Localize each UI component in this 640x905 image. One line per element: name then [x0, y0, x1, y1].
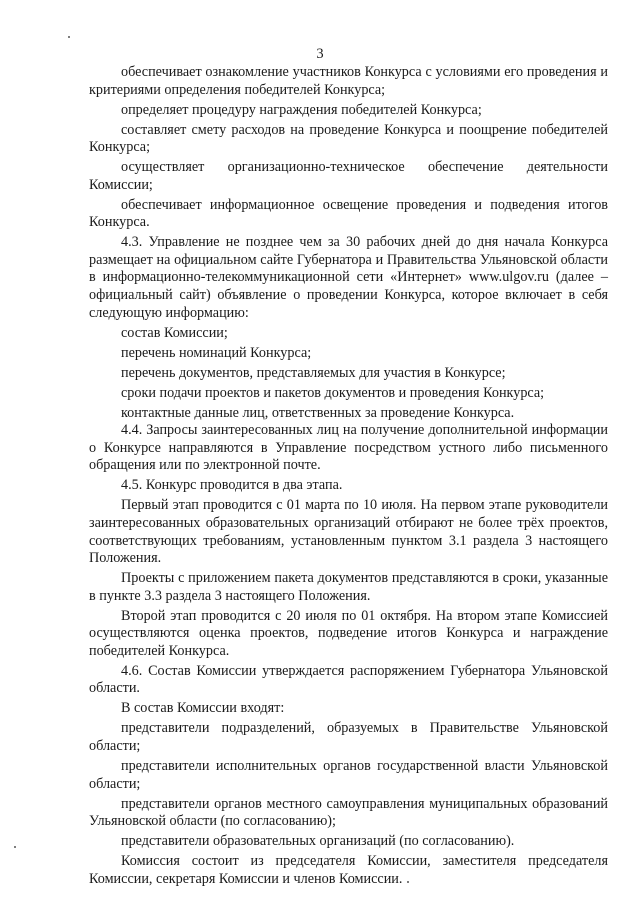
paragraph: представители органов местного самоуправления муниципальных образований Ульяновской области (по согласованию); [89, 795, 608, 830]
paragraph: состав Комиссии; [121, 324, 228, 341]
paragraph: Первый этап проводится с 01 марта по 10 июля. На первом этапе руководители заинтересованных образовательных организаций отбирают не более трёх проектов, соответствующих требованиям, установленным пунктом 3.1 раздела 3 настоящего Положения. [89, 497, 608, 567]
paragraph: В состав Комиссии входят: [121, 700, 285, 717]
document-body [89, 64, 608, 891]
paragraph: составляет смету расходов на проведение Конкурса и поощрение победителей Конкурса; [89, 121, 608, 156]
paragraph: Проекты с приложением пакета документов представляются в сроки, указанные в пункте 3.3 раздела 3 настоящего Положения. [89, 570, 608, 604]
paragraph: Второй этап проводится с 20 июля по 01 октября. На втором этапе Комиссией осуществляются оценка проектов, подведение итогов Конкурса и награждение победителей Конкурса. [89, 607, 608, 659]
paragraph: обеспечивает ознакомление участников Конкурса с условиями его проведения и критериями определения победителей Конкурса; [89, 64, 608, 98]
scan-speck [68, 36, 70, 38]
scan-speck [14, 846, 16, 848]
paragraph: представители подразделений, образуемых в Правительстве Ульяновской области; [89, 720, 608, 755]
paragraph: определяет процедуру награждения победителей Конкурса; [121, 101, 482, 118]
paragraph: сроки подачи проектов и пакетов документов и проведения Конкурса; [121, 384, 545, 401]
paragraph: представители образовательных организаций (по согласованию). [121, 833, 515, 850]
paragraph: 4.6. Состав Комиссии утверждается распоряжением Губернатора Ульяновской области. [89, 662, 608, 697]
paragraph: обеспечивает информационное освещение проведения и подведения итогов Конкурса. [89, 196, 608, 231]
paragraph: 4.5. Конкурс проводится в два этапа. [121, 477, 343, 494]
paragraph: перечень номинаций Конкурса; [121, 344, 312, 361]
paragraph: представители исполнительных органов государственной власти Ульяновской области; [89, 758, 608, 792]
paragraph: 4.3. Управление не позднее чем за 30 рабочих дней до дня начала Конкурса размещает на официальном сайте Губернатора и Правительства Ульяновской области в информационно-телекоммуникационной сети «Интернет» www.ulgov.ru (далее – официальный сайт) объявление о проведении Конкурса, которое включает в себя следующую информацию: [89, 234, 608, 321]
page-number: 3 [316, 46, 324, 62]
paragraph: Комиссия состоит из председателя Комиссии, заместителя председателя Комиссии, секретаря Комиссии и членов Комиссии. [89, 853, 608, 887]
paragraph: перечень документов, представляемых для участия в Конкурсе; [121, 364, 506, 381]
paragraph: осуществляет организационно-техническое обеспечение деятельности Комиссии; [89, 159, 608, 193]
paragraph: контактные данные лиц, ответственных за проведение Конкурса. [121, 404, 515, 421]
paragraph: 4.4. Запросы заинтересованных лиц на получение дополнительной информации о Конкурсе направляются в Управление посредством устного либо письменного обращения или по электронной почте. [89, 422, 608, 474]
